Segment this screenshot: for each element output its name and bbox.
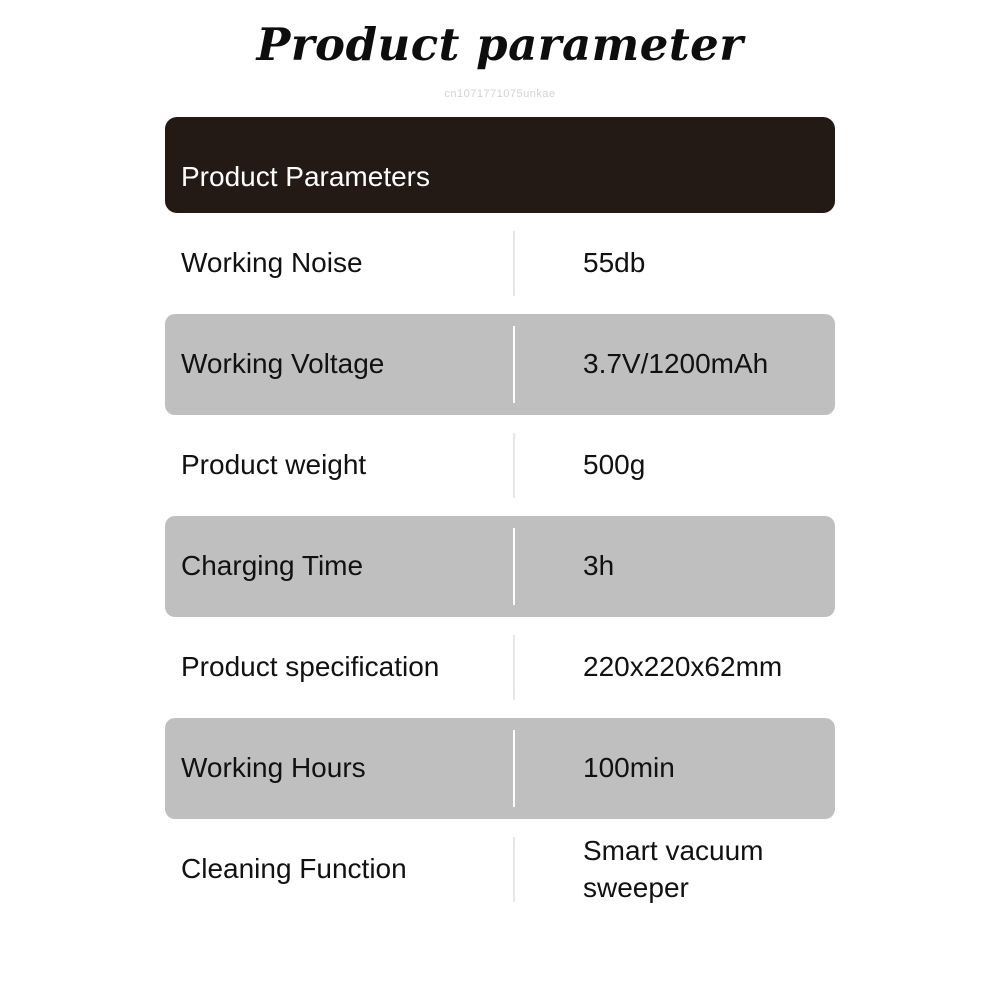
table-row <box>165 314 835 415</box>
parameter-value: 220x220x62mm <box>583 651 783 683</box>
product-parameters-table <box>165 117 835 920</box>
table-row <box>165 617 835 718</box>
row-divider <box>513 528 515 605</box>
row-divider <box>513 730 515 807</box>
watermark-text: cn1071771075unkae <box>444 88 556 100</box>
page-title: Product parameter <box>256 18 744 71</box>
parameter-value: 55db <box>583 247 646 279</box>
parameter-label: Product weight <box>181 449 367 481</box>
table-header-row <box>165 117 835 213</box>
table-row <box>165 819 835 920</box>
parameter-label: Working Hours <box>181 752 366 784</box>
row-divider <box>513 837 515 902</box>
table-row <box>165 415 835 516</box>
parameter-value: Smart vacuum sweeper <box>583 834 764 903</box>
row-divider <box>513 433 515 498</box>
row-divider <box>513 326 515 403</box>
table-header-label: Product Parameters <box>181 160 430 192</box>
parameter-value: 3h <box>583 550 615 582</box>
table-row <box>165 718 835 819</box>
parameter-value: 100min <box>583 752 675 784</box>
table-row <box>165 516 835 617</box>
parameter-value: 3.7V/1200mAh <box>583 348 769 380</box>
parameter-label: Charging Time <box>181 550 364 582</box>
table-row <box>165 213 835 314</box>
parameter-label: Cleaning Function <box>181 853 407 885</box>
parameter-label: Working Noise <box>181 247 363 279</box>
row-divider <box>513 635 515 700</box>
parameter-label: Working Voltage <box>181 348 385 380</box>
parameter-label: Product specification <box>181 651 440 683</box>
row-divider <box>513 231 515 296</box>
parameter-value: 500g <box>583 449 646 481</box>
